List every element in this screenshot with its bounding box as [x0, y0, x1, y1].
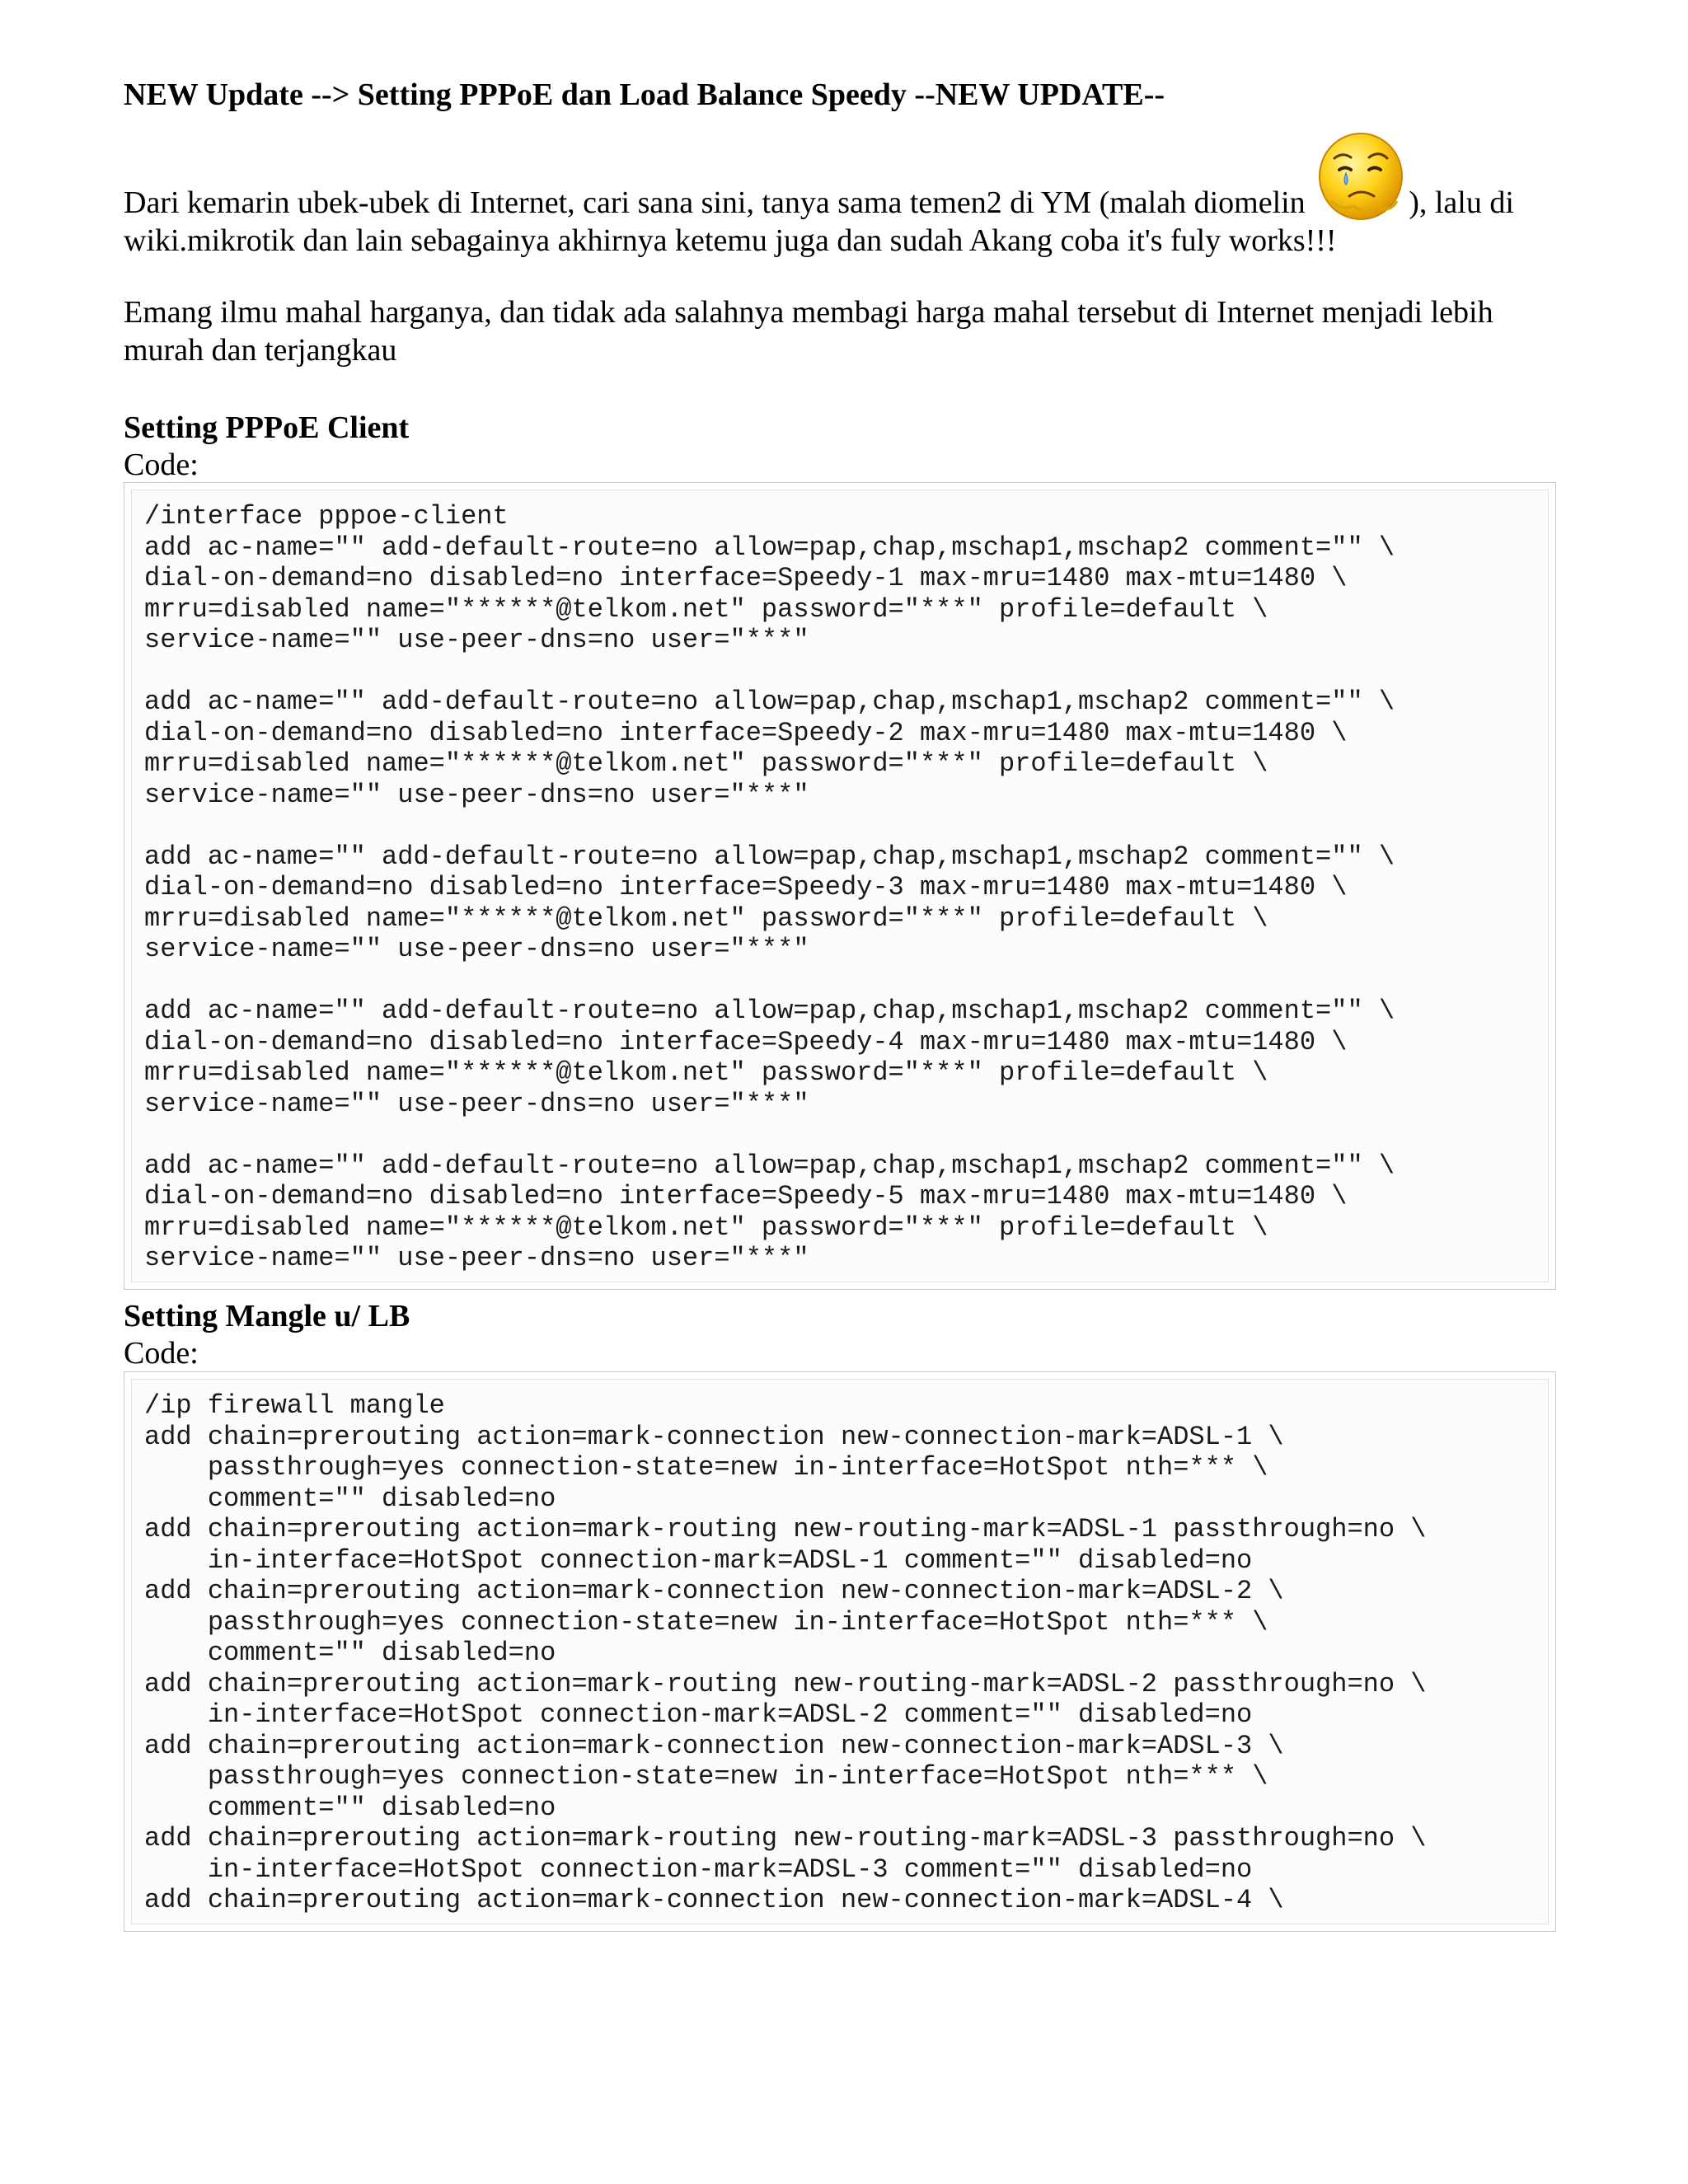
- code-label-pppoe: Code:: [124, 448, 199, 482]
- code-text-mangle[interactable]: /ip firewall mangle add chain=prerouting action=mark-connection new-connection-mark=ADSL-1 \ passthrough=yes connection-state=new in-interface=HotSpot nth=*** \ comment="" disabled=no add chain=prerouting action=mark-routing new-routing-mark=ADSL-1 passthrough=no \ in-interface=HotSpot connection-mark=ADSL-1 comment="" disabled=no add chain=prerouting action=mark-connection new-connection-mark=ADSL-2 \ passthrough=yes connection-state=new in-interface=HotSpot nth=*** \ comment="" disabled=no add chain=prerouting action=mark-routing new-routing-mark=ADSL-2 passthrough=no \ in-interface=HotSpot connection-mark=ADSL-2 comment="" disabled=no add chain=prerouting action=mark-connection new-connection-mark=ADSL-3 \ passthrough=yes connection-state=new in-interface=HotSpot nth=*** \ comment="" disabled=no add chain=prerouting action=mark-routing new-routing-mark=ADSL-3 passthrough=no \ in-interface=HotSpot connection-mark=ADSL-3 comment="" disabled=no add chain=prerouting action=mark-connection new-connection-mark=ADSL-4 \: [144, 1390, 1427, 1915]
- code-block-pppoe[interactable]: [124, 482, 1556, 1290]
- code-label-mangle: Code:: [124, 1336, 199, 1371]
- post-title: NEW Update --> Setting PPPoE dan Load Balance Speedy --NEW UPDATE--: [124, 77, 1165, 112]
- section-heading-mangle: Setting Mangle u/ LB: [124, 1299, 410, 1333]
- code-text-pppoe[interactable]: /interface pppoe-client add ac-name="" add-default-route=no allow=pap,chap,mschap1,mschap2 comment="" \ dial-on-demand=no disabled=no interface=Speedy-1 max-mru=1480 max-mtu=1480 \ mrru=disabled name="******@telkom.net" password="***" profile=default \ service-name="" use-peer-dns=no user="***" add ac-name="" add-default-route=no allow=pap,chap,mschap1,mschap2 comment="" \ dial-on-demand=no disabled=no interface=Speedy-2 max-mru=1480 max-mtu=1480 \ mrru=disabled name="******@telkom.net" password="***" profile=default \ service-name="" use-peer-dns=no user="***" add ac-name="" add-default-route=no allow=pap,chap,mschap1,mschap2 comment="" \ dial-on-demand=no disabled=no interface=Speedy-3 max-mru=1480 max-mtu=1480 \ mrru=disabled name="******@telkom.net" password="***" profile=default \ service-name="" use-peer-dns=no user="***" add ac-name="" add-default-route=no allow=pap,chap,mschap1,mschap2 comment="" \ dial-on-demand=no disabled=no interface=Speedy-4 max-mru=1480 max-mtu=1480 \ mrru=disabled name="******@telkom.net" password="***" profile=default \ service-name="" use-peer-dns=no user="***" add ac-name="" add-default-route=no allow=pap,chap,mschap1,mschap2 comment="" \ dial-on-demand=no disabled=no interface=Speedy-5 max-mru=1480 max-mtu=1480 \ mrru=disabled name="******@telkom.net" password="***" profile=default \ service-name="" use-peer-dns=no user="***": [144, 501, 1395, 1273]
- intro-text-part2: ), lalu di wiki.mikrotik dan lain sebagainya akhirnya ketemu juga dan sudah Akang coba it's fuly works!!!: [124, 185, 1514, 258]
- crying-face-icon: [1313, 180, 1409, 213]
- section-heading-pppoe: Setting PPPoE Client: [124, 410, 410, 445]
- intro-paragraph: [124, 180, 1566, 260]
- code-block-mangle[interactable]: [124, 1371, 1556, 1932]
- intro-text-part1: Dari kemarin ubek-ubek di Internet, cari sana sini, tanya sama temen2 di YM (malah diomelin: [124, 185, 1314, 220]
- paragraph-2: Emang ilmu mahal harganya, dan tidak ada salahnya membagi harga mahal tersebut di Internet menjadi lebih murah dan terjangkau: [124, 295, 1493, 368]
